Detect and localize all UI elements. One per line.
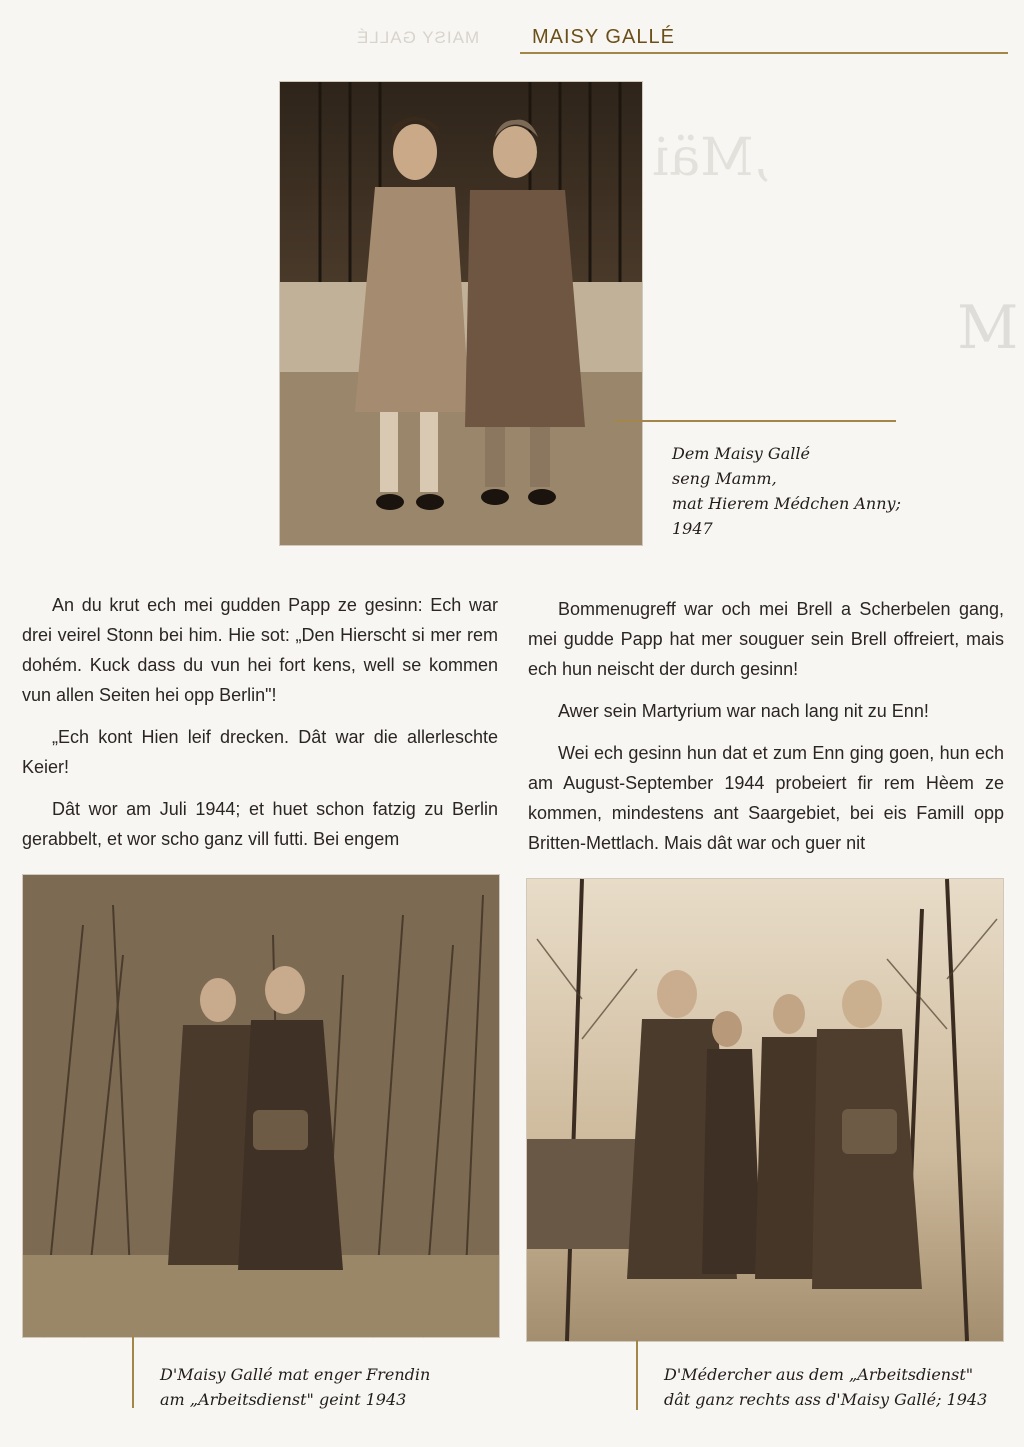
bleed-through-decoration xyxy=(652,120,770,190)
caption-rule-bottom-right xyxy=(636,1340,638,1410)
caption-bottom-right-photo xyxy=(664,1362,1004,1412)
header-rule xyxy=(520,52,1008,54)
body-column-left xyxy=(22,590,498,854)
caption-line: D'Médercher aus dem „Arbeitsdienst" xyxy=(664,1365,974,1384)
svg-text:‚Mäi: ‚Mäi xyxy=(652,128,770,188)
bleed-through-dropcap xyxy=(952,293,1019,363)
caption-line: D'Maisy Gallé mat enger Frendin xyxy=(160,1365,431,1384)
caption-rule-top xyxy=(614,420,896,422)
running-header-title: MAISY GALLÉ xyxy=(532,26,675,48)
caption-line: dât ganz rechts ass d'Maisy Gallé; 1943 xyxy=(664,1390,988,1409)
caption-line: am „Arbeitsdienst" geint 1943 xyxy=(160,1390,407,1409)
paragraph: Awer sein Martyrium war nach lang nit zu Enn! xyxy=(558,701,929,721)
bleed-through-header: MAISY GALLÉ xyxy=(356,28,480,47)
paragraph: An du krut ech mei gudden Papp ze gesinn: Ech war drei veirel Stonn bei him. Hie sot: „Den Hierscht si mer rem dohém. Kuck dass du vun hei fort kens, well se kommen vun allen Seiten hei opp Berlin"! xyxy=(22,595,498,705)
caption-line: Dem Maisy Gallé xyxy=(672,444,810,463)
photo-mother-and-daughter xyxy=(279,81,643,546)
photo-arbeitsdienst-group-image xyxy=(527,879,1003,1341)
caption-rule-bottom-left xyxy=(132,1336,134,1408)
paragraph: Wei ech gesinn hun dat et zum Enn ging goen, hun ech am August-September 1944 probeiert fir rem Hèem ze kommen, mindestens ant Saargebiet, bei eis Famill opp Britten-Mettlach. Mais dât war och guer nit xyxy=(528,743,1004,853)
photo-maisy-with-friend-image xyxy=(23,875,499,1337)
photo-arbeitsdienst-group xyxy=(526,878,1004,1342)
paragraph: „Ech kont Hien leif drecken. Dât war die allerleschte Keier! xyxy=(22,727,498,777)
caption-line: seng Mamm, xyxy=(672,469,777,488)
paragraph: Dât wor am Juli 1944; et huet schon fatzig zu Berlin gerabbelt, et wor scho ganz vill futti. Bei engem xyxy=(22,799,498,849)
caption-bottom-left-photo xyxy=(160,1362,460,1412)
body-column-right xyxy=(528,594,1004,858)
photo-mother-and-daughter-image xyxy=(280,82,642,545)
caption-line: 1947 xyxy=(672,519,713,538)
svg-text:M: M xyxy=(957,293,1019,363)
paragraph: Bommenugreff war och mei Brell a Scherbelen gang, mei gudde Papp hat mer souguer sein Brell offreiert, mais ech hun neischt der durch gesinn! xyxy=(528,599,1004,679)
photo-maisy-with-friend xyxy=(22,874,500,1338)
caption-top-photo xyxy=(672,441,972,541)
caption-line: mat Hierem Médchen Anny; xyxy=(672,494,901,513)
